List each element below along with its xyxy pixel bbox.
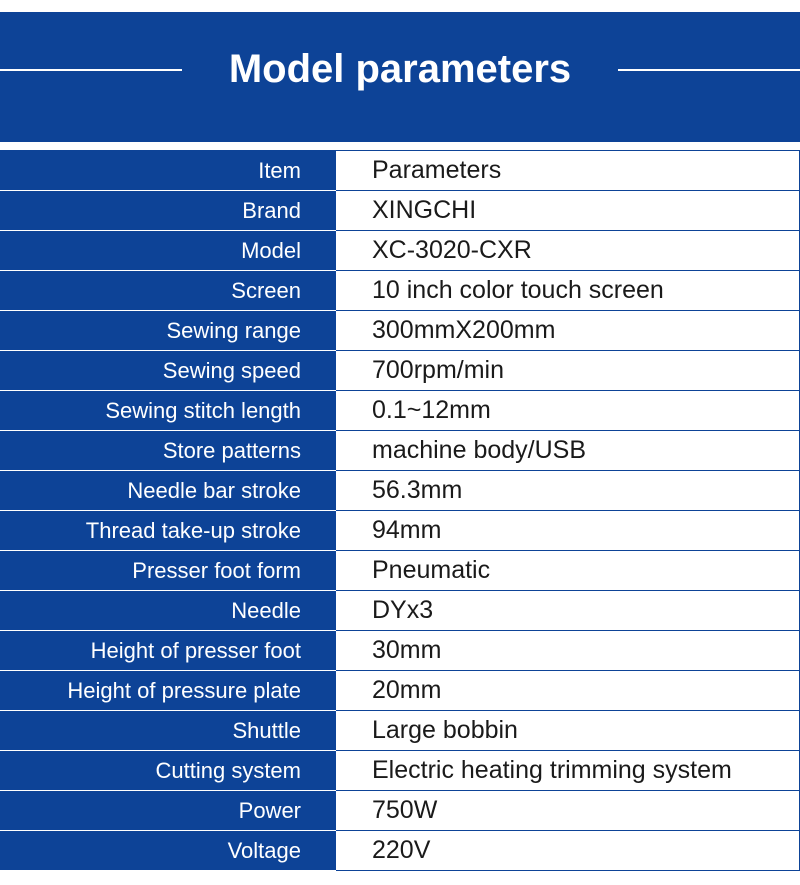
table-row (0, 551, 800, 591)
parameters-table (0, 150, 800, 871)
param-cell: 750W (336, 791, 800, 830)
param-cell: Pneumatic (336, 551, 800, 590)
table-row (0, 791, 800, 831)
param-cell: machine body/USB (336, 431, 800, 470)
item-cell: Brand (0, 191, 336, 231)
table-row (0, 431, 800, 471)
item-cell: Height of pressure plate (0, 671, 336, 711)
item-cell: Voltage (0, 831, 336, 871)
param-cell: 700rpm/min (336, 351, 800, 390)
param-cell: 94mm (336, 511, 800, 550)
item-cell: Sewing stitch length (0, 391, 336, 431)
table-row (0, 351, 800, 391)
parameters-column-header: Parameters (336, 151, 800, 190)
table-row (0, 671, 800, 711)
header-rule-right (618, 69, 800, 71)
page-title: Model parameters (228, 47, 572, 91)
table-row (0, 471, 800, 511)
item-cell: Needle (0, 591, 336, 631)
table-row (0, 751, 800, 791)
param-cell: 220V (336, 831, 800, 870)
item-column-header: Item (0, 151, 336, 191)
item-cell: Sewing speed (0, 351, 336, 391)
table-row (0, 831, 800, 871)
item-cell: Cutting system (0, 751, 336, 791)
table-row (0, 711, 800, 751)
table-row (0, 311, 800, 351)
param-cell: 30mm (336, 631, 800, 670)
param-cell: DYx3 (336, 591, 800, 630)
item-cell: Needle bar stroke (0, 471, 336, 511)
table-row (0, 271, 800, 311)
param-cell: Large bobbin (336, 711, 800, 750)
param-cell: 56.3mm (336, 471, 800, 510)
table-row (0, 191, 800, 231)
param-cell: XC-3020-CXR (336, 231, 800, 270)
item-cell: Model (0, 231, 336, 271)
header-banner (0, 12, 800, 142)
table-row (0, 591, 800, 631)
table-row (0, 231, 800, 271)
item-cell: Sewing range (0, 311, 336, 351)
param-cell: 20mm (336, 671, 800, 710)
item-cell: Store patterns (0, 431, 336, 471)
item-cell: Screen (0, 271, 336, 311)
item-cell: Shuttle (0, 711, 336, 751)
item-cell: Power (0, 791, 336, 831)
item-cell: Height of presser foot (0, 631, 336, 671)
param-cell: Electric heating trimming system (336, 751, 800, 790)
param-cell: 300mmX200mm (336, 311, 800, 350)
item-cell: Thread take-up stroke (0, 511, 336, 551)
table-row (0, 511, 800, 551)
param-cell: 0.1~12mm (336, 391, 800, 430)
param-cell: 10 inch color touch screen (336, 271, 800, 310)
table-row (0, 631, 800, 671)
table-header-row (0, 151, 800, 191)
table-row (0, 391, 800, 431)
item-cell: Presser foot form (0, 551, 336, 591)
param-cell: XINGCHI (336, 191, 800, 230)
